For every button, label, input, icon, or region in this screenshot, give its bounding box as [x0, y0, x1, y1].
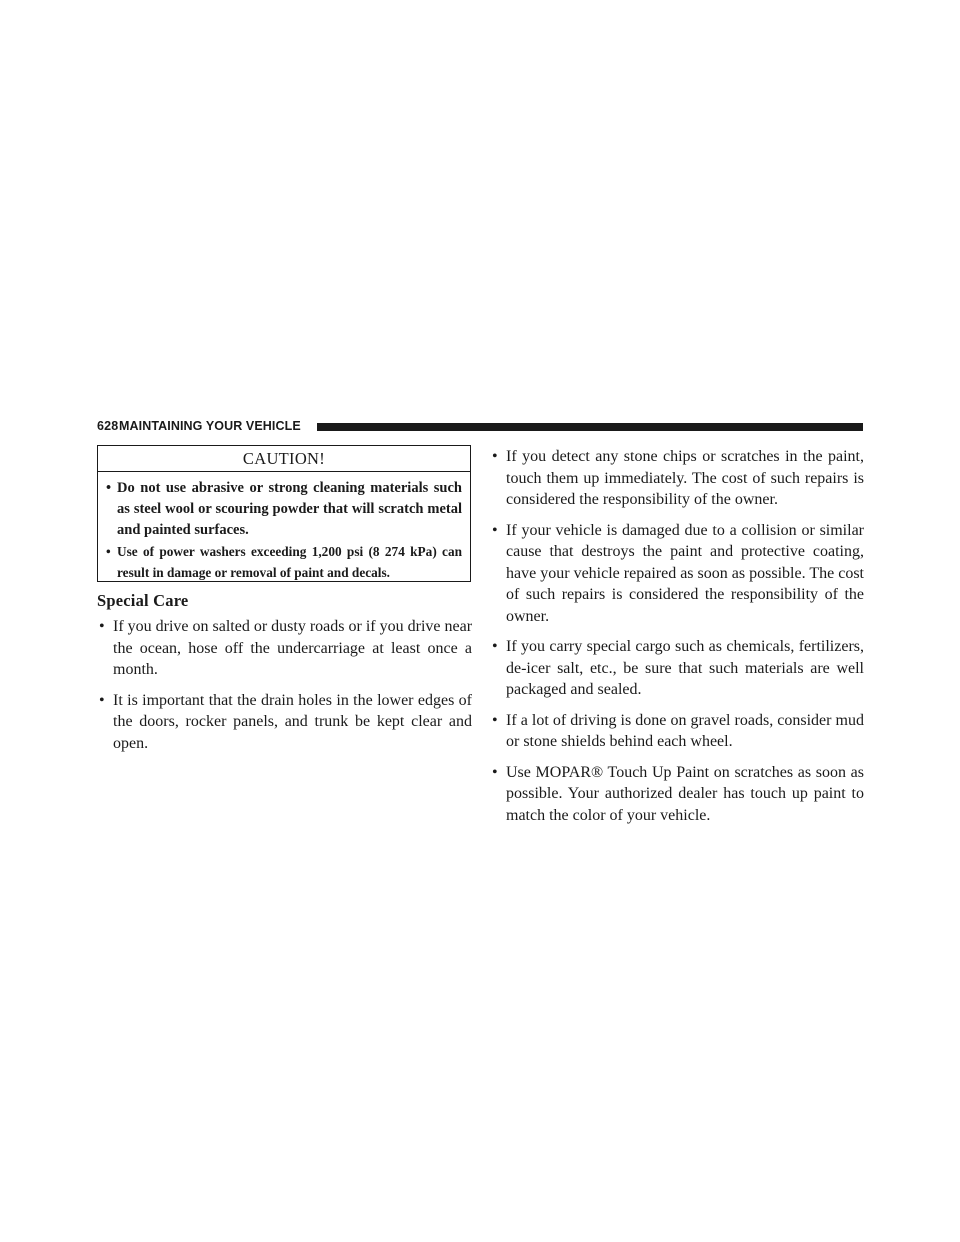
list-item-text: If you detect any stone chips or scratches in the paint, touch them up immediately. The cost of such repairs is considered the responsibility of the owner. — [506, 448, 864, 508]
bullet-icon: • — [106, 544, 111, 559]
special-care-list-left — [97, 616, 472, 763]
bullet-icon: • — [492, 638, 498, 655]
bullet-icon: • — [492, 763, 498, 781]
list-item — [97, 690, 472, 755]
caution-item — [106, 541, 462, 583]
list-item-text: It is important that the drain holes in the lower edges of the doors, rocker panels, and trunk be kept clear and open. — [113, 691, 472, 752]
list-item — [490, 520, 864, 628]
bullet-icon: • — [492, 448, 498, 465]
list-item — [97, 616, 472, 681]
caution-list — [98, 472, 470, 583]
header-rule — [317, 423, 863, 431]
bullet-icon: • — [99, 618, 105, 635]
page-header — [97, 419, 863, 433]
bullet-icon: • — [99, 691, 105, 709]
list-item-text: If you carry special cargo such as chemicals, fertilizers, de-icer salt, etc., be sure that such materials are well packaged and sealed. — [506, 638, 864, 698]
caution-title: CAUTION! — [98, 446, 470, 472]
bullet-icon: • — [492, 521, 498, 539]
section-title: MAINTAINING YOUR VEHICLE — [119, 419, 301, 433]
caution-item-text: Do not use abrasive or strong cleaning materials such as steel wool or scouring powder that will scratch metal and painted surfaces. — [117, 480, 462, 538]
special-care-list-right — [490, 446, 864, 835]
bullet-icon: • — [106, 480, 112, 496]
special-care-heading: Special Care — [97, 591, 189, 610]
bullet-icon: • — [492, 711, 498, 729]
list-item — [490, 446, 864, 511]
caution-item-text: Use of power washers exceeding 1,200 psi (8 274 kPa) can result in damage or removal of paint and decals. — [117, 544, 462, 580]
list-item-text: If your vehicle is damaged due to a collision or similar cause that destroys the paint and protective coating, have your vehicle repaired as soon as possible. The cost of such repairs is considered the responsibility of the owner. — [506, 521, 864, 625]
list-item — [490, 762, 864, 827]
list-item-text: Use MOPAR® Touch Up Paint on scratches as soon as possible. Your authorized dealer has touch up paint to match the color of your vehicle. — [506, 763, 864, 824]
caution-box — [97, 445, 471, 582]
page-number: 628 — [97, 419, 119, 433]
list-item — [490, 710, 864, 753]
list-item — [490, 636, 864, 701]
caution-item — [106, 478, 462, 541]
list-item-text: If a lot of driving is done on gravel roads, consider mud or stone shields behind each wheel. — [506, 711, 864, 750]
list-item-text: If you drive on salted or dusty roads or if you drive near the ocean, hose off the undercarriage at least once a month. — [113, 618, 473, 678]
